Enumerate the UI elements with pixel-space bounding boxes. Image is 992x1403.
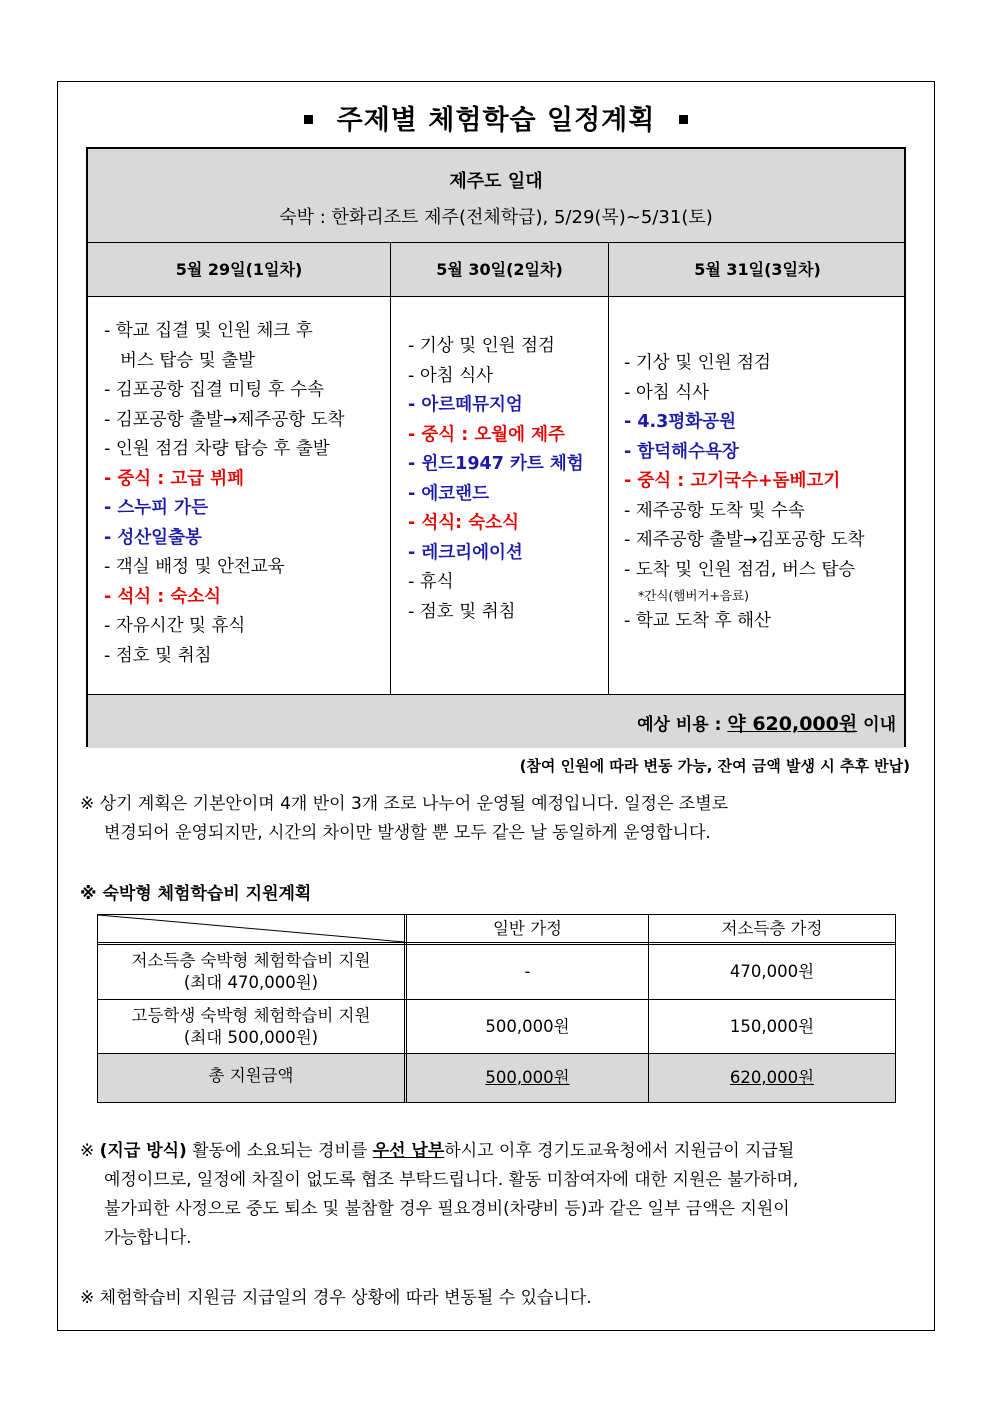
- cost-row: [88, 694, 904, 748]
- diagonal-header-line: [98, 915, 404, 942]
- total-label: 총 지원금액: [208, 1066, 294, 1085]
- activity-item: - 윈드1947 카트 체험: [408, 454, 584, 474]
- activity-item: - 중식 : 오월에 제주: [408, 424, 565, 445]
- activity-item: - 석식 : 숙소식: [104, 586, 222, 607]
- row2-low: 150,000원: [729, 1016, 815, 1036]
- activity-item: - 아침 식사: [408, 365, 494, 386]
- activity-item: - 아침 식사: [624, 382, 710, 403]
- page-title: 주제별 체험학습 일정계획: [57, 98, 935, 137]
- row-line: [98, 942, 895, 943]
- activity-item: - 중식 : 고급 뷔페: [104, 468, 245, 489]
- activity-item: - 기상 및 인원 점검: [408, 336, 555, 356]
- square-bullet-icon: [679, 115, 688, 124]
- day1-activities: [104, 317, 345, 671]
- column-divider: [390, 243, 391, 694]
- col-line: [404, 915, 405, 1102]
- day3-header: 5월 31일(3일차): [694, 260, 821, 279]
- day1-header: 5월 29일(1일차): [175, 260, 303, 279]
- activity-item: 버스 탑승 및 출발: [120, 350, 256, 371]
- activity-item: - 객실 배정 및 안전교육: [104, 557, 285, 577]
- support-table: [97, 914, 896, 1103]
- activity-item: - 인원 점검 차량 탑승 후 출발: [104, 439, 330, 459]
- column-divider: [608, 243, 609, 694]
- plan-note: ※ 상기 계획은 기본안이며 4개 반이 3개 조로 나누어 운영될 예정입니다. 일정은 조별로 변경되어 운영되지만, 시간의 차이만 발생할 뿐 모두 같은 날 동일하게 운영합니다.: [80, 794, 729, 843]
- support-heading: ※ 숙박형 체험학습비 지원계획: [80, 884, 312, 904]
- square-bullet-icon: [304, 115, 313, 124]
- activity-item: - 도착 및 인원 점검, 버스 탑승: [624, 559, 856, 580]
- activity-item: - 함덕해수욕장: [624, 441, 739, 462]
- payment-note: ※ (지급 방식) 활동에 소요되는 경비를 우선 납부하시고 이후 경기도교육청에서 지원금이 지급될 예정이므로, 일정에 차질이 없도록 협조 부탁드립니다. 활동 미참여자에 대한 지원은 불가하며, 불가피한 사정으로 중도 퇴소 및 불참할 경우 필요경비(차량비 등)과 같은 일부 금액은 지원이 가능합니다.: [80, 1141, 799, 1248]
- payment-date-note: ※ 체험학습비 지원금 지급일의 경우 상황에 따라 변동될 수 있습니다.: [80, 1288, 592, 1308]
- activity-item: - 스누피 가든: [104, 498, 208, 518]
- activity-item: - 점호 및 취침: [408, 601, 516, 622]
- estimated-cost: 예상 비용 : 약 620,000원 이내: [637, 713, 896, 735]
- day2-header: 5월 30일(2일차): [436, 260, 563, 279]
- activity-item: - 레크리에이션: [408, 542, 523, 563]
- lodging-info: 숙박 : 한화리조트 제주(전체학급), 5/29(목)~5/31(토): [279, 207, 713, 228]
- activity-item: - 석식: 숙소식: [408, 513, 519, 533]
- activity-item: - 중식 : 고기국수+돔베고기: [624, 471, 841, 491]
- activity-item: - 성산일출봉: [104, 527, 202, 548]
- day-header-row: [88, 243, 904, 297]
- row1-general: -: [524, 962, 531, 981]
- region-label: 제주도 일대: [449, 171, 543, 192]
- activity-item: - 기상 및 인원 점검: [624, 353, 771, 373]
- day3-activities: [624, 349, 865, 637]
- header-general: 일반 가정: [492, 918, 562, 938]
- header-low-income: 저소득층 가정: [721, 918, 823, 938]
- activity-item: - 학교 도착 후 해산: [624, 611, 771, 631]
- activity-item: - 휴식: [408, 572, 454, 592]
- total-general: 500,000원: [485, 1068, 570, 1087]
- activity-item: - 제주공항 도착 및 수속: [624, 500, 805, 521]
- activity-item: - 아르떼뮤지엄: [408, 395, 523, 415]
- schedule-table: [86, 147, 906, 747]
- day2-activities: [408, 332, 584, 627]
- schedule-header: [88, 149, 904, 243]
- activity-item: - 학교 집결 및 인원 체크 후: [104, 321, 313, 341]
- activity-item: - 자유시간 및 휴식: [104, 616, 246, 636]
- row2-name: 고등학생 숙박형 체험학습비 지원 (최대 500,000원): [131, 1005, 371, 1047]
- activity-item: *간식(햄버거+음료): [638, 588, 750, 603]
- row2-general: 500,000원: [485, 1016, 570, 1036]
- activity-item: - 4.3평화공원: [624, 412, 736, 432]
- activity-item: - 에코랜드: [408, 483, 489, 504]
- activity-item: - 김포공항 출발→제주공항 도착: [104, 409, 345, 430]
- activity-item: - 김포공항 집결 미팅 후 수속: [104, 380, 325, 400]
- total-low: 620,000원: [729, 1068, 815, 1087]
- activity-item: - 제주공항 출발→김포공항 도착: [624, 530, 865, 550]
- cost-note: (참여 인원에 따라 변동 가능, 잔여 금액 발생 시 추후 반납): [519, 757, 910, 775]
- activity-item: - 점호 및 취침: [104, 645, 212, 666]
- row1-low: 470,000원: [729, 962, 815, 981]
- cost-amount: 약 620,000원: [727, 713, 858, 735]
- row1-name: 저소득층 숙박형 체험학습비 지원 (최대 470,000원): [131, 951, 371, 992]
